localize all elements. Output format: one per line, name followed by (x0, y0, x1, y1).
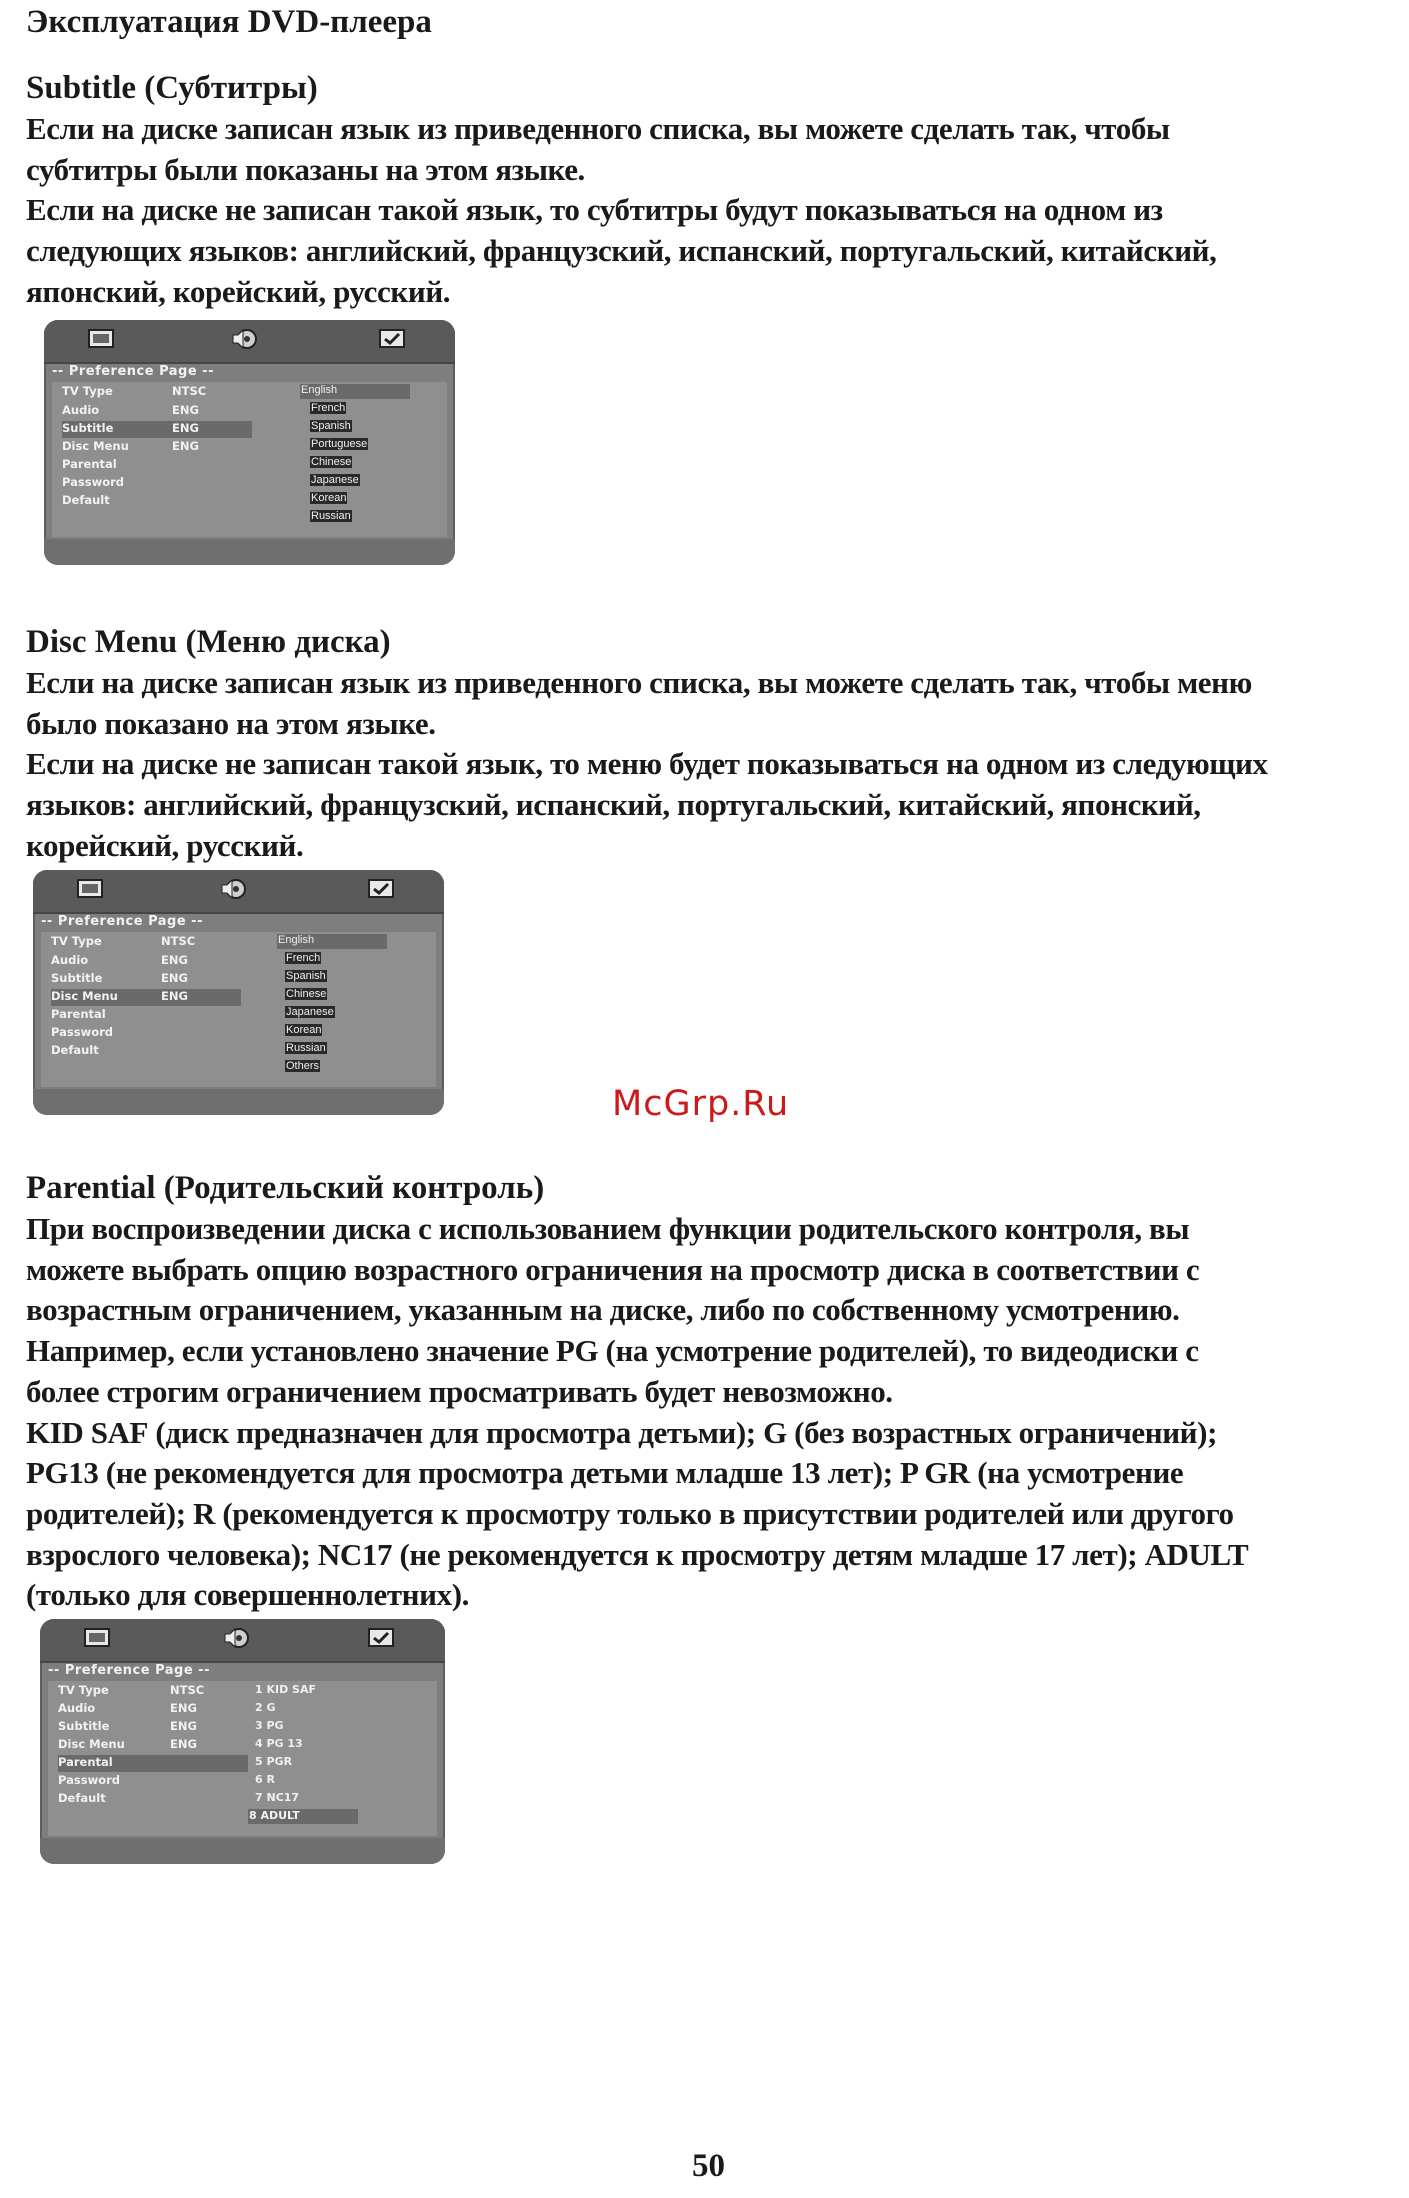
osd-menu-panel (48, 1681, 437, 1836)
language-option[interactable]: Spanish (286, 970, 326, 982)
row-label: Default (62, 493, 110, 507)
row-label: Disc Menu (51, 989, 118, 1003)
row-label: Default (58, 1791, 106, 1805)
osd-disc-menu-screen (33, 870, 444, 1115)
speaker-disc-icon (222, 1625, 252, 1651)
rating-desc: (не рекомендуется для просмотра детьми младше 13 лет); (98, 1455, 901, 1491)
menu-row-disc-menu[interactable] (62, 439, 252, 456)
row-value: ENG (161, 989, 188, 1003)
menu-row-default[interactable] (51, 1043, 241, 1060)
rating-term: P GR (900, 1455, 970, 1491)
rating-desc: (без возрастных ограничений); (786, 1414, 1217, 1450)
row-label: Audio (62, 403, 100, 417)
rating-line (26, 1575, 1248, 1616)
rating-desc: (не рекомендуется к просмотру детям младше 17 лет); (392, 1536, 1145, 1572)
row-value: ENG (161, 953, 188, 967)
menu-row-default[interactable] (62, 493, 252, 510)
osd-footer (44, 539, 455, 565)
menu-row-tv-type[interactable] (58, 1683, 248, 1700)
row-label: Audio (58, 1701, 96, 1715)
tv-screen-icon (82, 1625, 112, 1651)
preference-page-icon (377, 326, 407, 352)
row-value: ENG (172, 403, 199, 417)
watermark: McGrp.Ru (612, 1084, 790, 1124)
rating-term: NC17 (317, 1536, 393, 1572)
osd-subtitle-screen (44, 320, 455, 565)
menu-row-audio[interactable] (51, 953, 241, 970)
language-option[interactable]: Korean (286, 1024, 322, 1036)
osd-page-title: -- Preference Page -- (52, 364, 214, 379)
menu-row-subtitle[interactable] (51, 971, 241, 988)
disc-menu-body (26, 663, 1268, 867)
row-value: ENG (170, 1701, 197, 1715)
tv-screen-icon (86, 326, 116, 352)
text-line: японский, корейский, русский. (26, 273, 451, 309)
rating-term: KID SAF (26, 1414, 149, 1450)
text-line: Если на диске записан язык из приведенного списка, вы можете сделать так, чтобы (26, 111, 1170, 146)
text-line: возрастным ограничением, указанным на диске, либо по собственному усмотрению. (26, 1292, 1180, 1328)
row-value: ENG (170, 1719, 197, 1733)
osd-footer (33, 1089, 444, 1115)
subtitle-heading: Subtitle (Субтитры) (26, 70, 318, 106)
row-label: Default (51, 1043, 99, 1057)
osd-menu-panel (52, 382, 447, 537)
osd-page-title: -- Preference Page -- (48, 1663, 210, 1678)
rating-term: R (193, 1495, 215, 1531)
row-value: NTSC (170, 1683, 205, 1697)
osd-icon-bar (40, 1619, 445, 1663)
rating-option[interactable]: 6 R (255, 1773, 275, 1786)
text-line: Если на диске не записан такой язык, то меню будет показываться на одном из следующих (26, 746, 1268, 782)
row-value: NTSC (161, 934, 196, 948)
subtitle-body (26, 109, 1216, 313)
text-line: можете выбрать опцию возрастного ограничения на просмотр диска в соответствии с (26, 1251, 1200, 1287)
row-value: ENG (161, 971, 188, 985)
rating-desc: (диск предназначен для просмотра детьми); (148, 1414, 764, 1450)
menu-row-default[interactable] (58, 1791, 248, 1808)
language-option[interactable]: French (286, 952, 321, 964)
rating-desc: (на усмотрение (969, 1455, 1184, 1491)
language-option[interactable]: Japanese (311, 474, 359, 486)
language-option[interactable]: Chinese (311, 456, 352, 468)
rating-option[interactable]: 1 KID SAF (255, 1683, 317, 1696)
row-label: Subtitle (58, 1719, 110, 1733)
rating-term: PG13 (26, 1455, 99, 1491)
text-line: следующих языков: английский, французский, испанский, португальский, китайский, (26, 233, 1217, 269)
disc-menu-heading: Disc Menu (Меню диска) (26, 624, 391, 660)
osd-page-title: -- Preference Page -- (41, 914, 203, 929)
osd-footer (40, 1838, 445, 1864)
text-line: При воспроизведении диска с использованием функции родительского контроля, вы (26, 1211, 1190, 1246)
menu-row-subtitle[interactable] (58, 1719, 248, 1736)
page-number: 50 (692, 2148, 725, 2184)
text-line: было показано на этом языке. (26, 705, 436, 741)
speaker-disc-icon (230, 326, 260, 352)
preference-page-icon (366, 876, 396, 902)
rating-option[interactable]: 4 PG 13 (255, 1737, 303, 1750)
row-label: Parental (58, 1755, 113, 1769)
rating-desc: взрослого человека); (26, 1536, 318, 1572)
menu-row-password[interactable] (51, 1025, 241, 1042)
row-label: Parental (62, 457, 117, 471)
rating-desc: (только для совершеннолетних). (26, 1577, 469, 1613)
language-option[interactable]: English (277, 934, 387, 949)
rating-line (26, 1453, 1248, 1494)
rating-term: ADULT (1144, 1536, 1249, 1572)
rating-line (26, 1494, 1248, 1535)
rating-option[interactable]: 7 NC17 (255, 1791, 300, 1804)
row-label: TV Type (51, 934, 102, 948)
row-value: ENG (172, 421, 199, 435)
row-label: Audio (51, 953, 89, 967)
text-line: корейский, русский. (26, 827, 304, 863)
row-label: Subtitle (51, 971, 103, 985)
page-title: Эксплуатация DVD-плеера (26, 4, 432, 40)
menu-row-password[interactable] (62, 475, 252, 492)
row-label: Subtitle (62, 421, 114, 435)
preference-page-icon (366, 1625, 396, 1651)
row-label: TV Type (62, 384, 113, 398)
language-option[interactable]: French (311, 402, 346, 414)
row-label: Password (58, 1773, 120, 1787)
text-line: более строгим ограничением просматривать будет невозможно. (26, 1373, 893, 1409)
language-option[interactable]: Japanese (286, 1006, 334, 1018)
tv-screen-icon (75, 876, 105, 902)
row-label: Parental (51, 1007, 106, 1021)
menu-row-parental[interactable] (62, 457, 252, 474)
row-label: Password (51, 1025, 113, 1039)
menu-row-audio[interactable] (58, 1701, 248, 1718)
rating-option[interactable]: 2 G (255, 1701, 276, 1714)
menu-row-disc-menu[interactable] (58, 1737, 248, 1754)
osd-icon-bar (33, 870, 444, 914)
language-option[interactable]: Spanish (311, 420, 351, 432)
row-label: Disc Menu (58, 1737, 125, 1751)
text-line: языков: английский, французский, испанский, португальский, китайский, японский, (26, 787, 1201, 823)
language-option[interactable]: Korean (311, 492, 347, 504)
text-line: Например, если установлено значение PG (на усмотрение родителей), то видеодиски с (26, 1333, 1199, 1369)
rating-desc: родителей); (26, 1495, 193, 1531)
menu-row-audio[interactable] (62, 403, 252, 420)
menu-row-tv-type[interactable] (62, 384, 252, 401)
menu-row-parental[interactable] (51, 1007, 241, 1024)
rating-desc: (рекомендуется к просмотру только в присутствии родителей или другого (215, 1495, 1234, 1531)
parental-heading: Parential (Родительский контроль) (26, 1170, 545, 1206)
rating-option[interactable]: 3 PG (255, 1719, 284, 1732)
rating-term: G (763, 1414, 787, 1450)
language-option[interactable]: English (300, 384, 410, 399)
speaker-disc-icon (219, 876, 249, 902)
row-label: Password (62, 475, 124, 489)
row-value: NTSC (172, 384, 207, 398)
rating-line (26, 1535, 1248, 1576)
text-line: Если на диске не записан такой язык, то субтитры будут показываться на одном из (26, 192, 1163, 228)
menu-row-tv-type[interactable] (51, 934, 241, 951)
menu-row-parental[interactable] (58, 1755, 248, 1772)
row-value: ENG (170, 1737, 197, 1751)
osd-icon-bar (44, 320, 455, 364)
language-option[interactable]: Russian (286, 1042, 326, 1054)
language-option[interactable]: Russian (311, 510, 351, 522)
menu-row-subtitle[interactable] (62, 421, 252, 438)
row-value: ENG (172, 439, 199, 453)
row-label: Disc Menu (62, 439, 129, 453)
osd-menu-panel (41, 932, 436, 1087)
text-line: Если на диске записан язык из приведенного списка, вы можете сделать так, чтобы меню (26, 665, 1252, 700)
parental-body (26, 1209, 1248, 1616)
text-line: субтитры были показаны на этом языке. (26, 151, 585, 187)
menu-row-disc-menu[interactable] (51, 989, 241, 1006)
menu-row-password[interactable] (58, 1773, 248, 1790)
language-option[interactable]: Others (286, 1060, 320, 1072)
rating-option[interactable]: 8 ADULT (248, 1809, 358, 1824)
osd-parental-screen (40, 1619, 445, 1864)
row-label: TV Type (58, 1683, 109, 1697)
language-option[interactable]: Chinese (286, 988, 327, 1000)
language-option[interactable]: Portuguese (311, 438, 368, 450)
rating-line (26, 1413, 1248, 1454)
rating-option[interactable]: 5 PGR (255, 1755, 293, 1768)
